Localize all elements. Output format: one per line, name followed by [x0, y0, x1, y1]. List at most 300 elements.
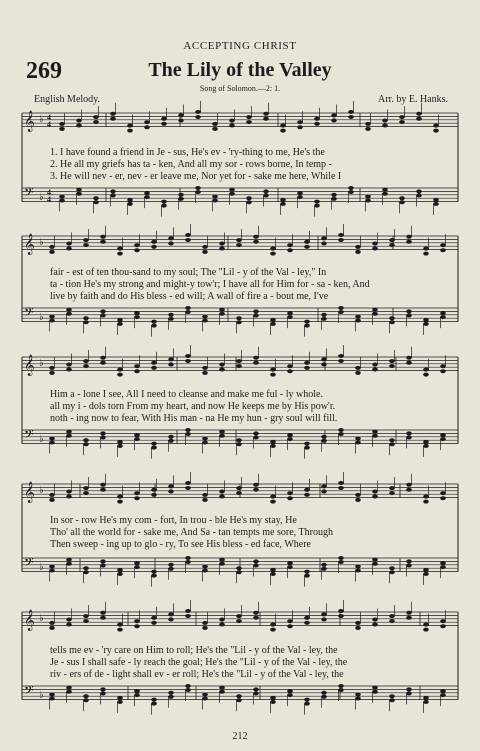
notehead	[100, 563, 106, 567]
notehead	[338, 556, 344, 560]
notehead	[372, 558, 378, 562]
notehead	[297, 125, 303, 129]
notehead	[321, 612, 327, 616]
notehead	[185, 306, 191, 310]
notehead	[202, 493, 208, 497]
notehead	[185, 354, 191, 358]
notehead	[440, 496, 446, 500]
bass-clef: 𝄢	[24, 185, 34, 203]
notehead	[321, 567, 327, 571]
notehead	[297, 195, 303, 199]
notehead	[195, 190, 201, 194]
notehead	[263, 193, 269, 197]
notehead	[338, 481, 344, 485]
notehead	[287, 561, 293, 565]
notehead	[263, 112, 269, 116]
notehead	[185, 432, 191, 436]
notehead	[66, 363, 72, 367]
notehead	[338, 684, 344, 688]
notehead	[253, 435, 259, 439]
notehead	[151, 574, 157, 578]
notehead	[236, 491, 242, 495]
notehead	[178, 118, 184, 122]
notehead	[372, 434, 378, 438]
notehead	[433, 124, 439, 128]
notehead	[168, 567, 174, 571]
notehead	[423, 500, 429, 504]
notehead	[161, 117, 167, 121]
notehead	[49, 437, 55, 441]
notehead	[440, 243, 446, 247]
notehead	[110, 189, 116, 193]
notehead	[304, 366, 310, 370]
notehead	[433, 202, 439, 206]
bass-clef: 𝄢	[24, 683, 34, 701]
notehead	[416, 112, 422, 116]
notehead	[49, 441, 55, 445]
section-heading: ACCEPTING CHRIST	[183, 40, 297, 52]
notehead	[49, 565, 55, 569]
notehead	[219, 308, 225, 312]
bass-clef: 𝄢	[24, 427, 34, 445]
notehead	[406, 691, 412, 695]
notehead	[406, 431, 412, 435]
notehead	[355, 621, 361, 625]
notehead	[49, 626, 55, 630]
notehead	[270, 318, 276, 322]
notehead	[49, 621, 55, 625]
notehead	[280, 198, 286, 202]
notehead	[185, 560, 191, 564]
notehead	[117, 568, 123, 572]
time-signature: 4	[47, 188, 51, 197]
notehead	[304, 324, 310, 328]
notehead	[151, 493, 157, 497]
notehead	[406, 361, 412, 365]
notehead	[100, 483, 106, 487]
notehead	[416, 189, 422, 193]
notehead	[365, 199, 371, 203]
notehead	[304, 240, 310, 244]
page-number: 212	[232, 731, 248, 742]
key-signature-flat: ♭	[39, 114, 44, 125]
notehead	[399, 200, 405, 204]
notehead	[49, 366, 55, 370]
notehead	[185, 481, 191, 485]
notehead	[287, 624, 293, 628]
notehead	[83, 359, 89, 363]
notehead	[83, 698, 89, 702]
treble-clef: 𝄞	[24, 234, 35, 255]
notehead	[83, 619, 89, 623]
key-signature-flat: ♭	[39, 690, 44, 701]
notehead	[134, 437, 140, 441]
notehead	[100, 616, 106, 620]
notehead	[83, 238, 89, 242]
notehead	[117, 318, 123, 322]
notehead	[423, 440, 429, 444]
notehead	[253, 687, 259, 691]
notehead	[76, 119, 82, 123]
notehead	[212, 195, 218, 199]
notehead	[117, 252, 123, 256]
notehead	[304, 493, 310, 497]
lyric-line: 1. I have found a friend in Je - sus, He's ev - 'ry-thing to me, He's the	[50, 147, 325, 158]
notehead	[355, 569, 361, 573]
notehead	[440, 689, 446, 693]
notehead	[144, 120, 150, 124]
notehead	[236, 364, 242, 368]
notehead	[287, 496, 293, 500]
notehead	[423, 318, 429, 322]
notehead	[246, 196, 252, 200]
notehead	[372, 430, 378, 434]
notehead	[49, 250, 55, 254]
key-signature-flat: ♭	[39, 613, 44, 624]
notehead	[270, 572, 276, 576]
notehead	[355, 319, 361, 323]
notehead	[440, 619, 446, 623]
lyric-line: all my i - dols torn From my heart, and now He keeps me by His pow'r.	[50, 401, 336, 412]
notehead	[117, 572, 123, 576]
notehead	[280, 124, 286, 128]
notehead	[134, 689, 140, 693]
notehead	[314, 122, 320, 126]
notehead	[270, 373, 276, 377]
notehead	[202, 626, 208, 630]
notehead	[100, 431, 106, 435]
notehead	[423, 247, 429, 251]
treble-clef: 𝄞	[24, 610, 35, 631]
notehead	[423, 696, 429, 700]
notehead	[151, 698, 157, 702]
notehead	[134, 565, 140, 569]
notehead	[236, 570, 242, 574]
key-signature-flat: ♭	[39, 358, 44, 369]
notehead	[440, 311, 446, 315]
notehead	[134, 364, 140, 368]
notehead	[399, 115, 405, 119]
notehead	[178, 193, 184, 197]
key-signature-flat: ♭	[39, 192, 44, 203]
notehead	[348, 110, 354, 114]
notehead	[236, 619, 242, 623]
lyric-line: Tho' all the world for - sake me, And Sa - tan tempts me sore, Through	[50, 527, 333, 538]
notehead	[270, 368, 276, 372]
notehead	[263, 117, 269, 121]
notehead	[59, 199, 65, 203]
notehead	[185, 428, 191, 432]
bass-clef: 𝄢	[24, 305, 34, 323]
notehead	[93, 196, 99, 200]
notehead	[59, 122, 65, 126]
notehead	[151, 366, 157, 370]
notehead	[195, 115, 201, 119]
notehead	[382, 119, 388, 123]
notehead	[202, 371, 208, 375]
notehead	[338, 614, 344, 618]
tune-source: English Melody.	[34, 94, 101, 105]
notehead	[185, 556, 191, 560]
notehead	[202, 245, 208, 249]
notehead	[144, 191, 150, 195]
notehead	[168, 489, 174, 493]
notehead	[195, 186, 201, 190]
notehead	[338, 354, 344, 358]
notehead	[297, 120, 303, 124]
notehead	[168, 617, 174, 621]
notehead	[321, 362, 327, 366]
notehead	[304, 320, 310, 324]
lyric-line: ta - tion He's my strong and might-y tow'r; I have all for Him for - sa - ken, And	[50, 279, 370, 290]
notehead	[202, 366, 208, 370]
notehead	[372, 242, 378, 246]
notehead	[355, 565, 361, 569]
notehead	[321, 439, 327, 443]
notehead	[229, 188, 235, 192]
notehead	[270, 628, 276, 632]
notehead	[287, 693, 293, 697]
notehead	[66, 690, 72, 694]
notehead	[338, 233, 344, 237]
notehead	[219, 247, 225, 251]
lyric-line: Him a - lone I see, All I need to cleanse and make me ful - ly whole.	[50, 389, 323, 400]
notehead	[287, 433, 293, 437]
notehead	[270, 568, 276, 572]
treble-clef: 𝄞	[24, 111, 35, 132]
notehead	[49, 693, 55, 697]
notehead	[355, 626, 361, 630]
notehead	[406, 611, 412, 615]
notehead	[287, 248, 293, 252]
lyric-line: Then sweep - ing up to glo - ry, To see His bless - ed face, Where	[50, 539, 311, 550]
notehead	[253, 431, 259, 435]
notehead	[219, 690, 225, 694]
notehead	[355, 498, 361, 502]
notehead	[83, 694, 89, 698]
notehead	[246, 115, 252, 119]
notehead	[365, 195, 371, 199]
notehead	[423, 568, 429, 572]
notehead	[202, 498, 208, 502]
notehead	[202, 437, 208, 441]
notehead	[372, 490, 378, 494]
notehead	[270, 696, 276, 700]
notehead	[168, 484, 174, 488]
notehead	[389, 243, 395, 247]
notehead	[49, 245, 55, 249]
notehead	[151, 361, 157, 365]
notehead	[321, 695, 327, 699]
notehead	[314, 117, 320, 121]
notehead	[406, 435, 412, 439]
notehead	[151, 702, 157, 706]
notehead	[253, 488, 259, 492]
notehead	[117, 373, 123, 377]
notehead	[406, 309, 412, 313]
notehead	[406, 616, 412, 620]
notehead	[236, 238, 242, 242]
notehead	[389, 491, 395, 495]
notehead	[253, 361, 259, 365]
notehead	[287, 491, 293, 495]
notehead	[389, 238, 395, 242]
notehead	[100, 240, 106, 244]
notehead	[423, 252, 429, 256]
notehead	[83, 243, 89, 247]
notehead	[287, 311, 293, 315]
notehead	[389, 566, 395, 570]
notehead	[93, 115, 99, 119]
notehead	[49, 569, 55, 573]
notehead	[253, 309, 259, 313]
notehead	[219, 430, 225, 434]
treble-clef: 𝄞	[24, 482, 35, 503]
key-signature-flat: ♭	[39, 562, 44, 573]
notehead	[253, 356, 259, 360]
notehead	[253, 616, 259, 620]
notehead	[406, 483, 412, 487]
notehead	[219, 434, 225, 438]
notehead	[66, 562, 72, 566]
notehead	[423, 373, 429, 377]
notehead	[236, 442, 242, 446]
notehead	[66, 623, 72, 627]
notehead	[168, 317, 174, 321]
notehead	[406, 356, 412, 360]
notehead	[151, 570, 157, 574]
notehead	[423, 700, 429, 704]
notehead	[117, 440, 123, 444]
notehead	[382, 124, 388, 128]
notehead	[355, 441, 361, 445]
notehead	[270, 322, 276, 326]
notehead	[151, 324, 157, 328]
notehead	[117, 247, 123, 251]
notehead	[338, 306, 344, 310]
notehead	[372, 312, 378, 316]
notehead	[253, 235, 259, 239]
notehead	[304, 616, 310, 620]
notehead	[331, 113, 337, 117]
notehead	[270, 444, 276, 448]
notehead	[100, 235, 106, 239]
notehead	[202, 569, 208, 573]
notehead	[168, 691, 174, 695]
notehead	[253, 240, 259, 244]
notehead	[83, 491, 89, 495]
notehead	[83, 442, 89, 446]
notehead	[389, 570, 395, 574]
key-signature-flat: ♭	[39, 237, 44, 248]
notehead	[202, 693, 208, 697]
notehead	[100, 611, 106, 615]
notehead	[212, 199, 218, 203]
notehead	[287, 243, 293, 247]
notehead	[83, 570, 89, 574]
notehead	[161, 204, 167, 208]
notehead	[338, 688, 344, 692]
notehead	[161, 122, 167, 126]
notehead	[185, 684, 191, 688]
notehead	[389, 320, 395, 324]
lyric-line: noth - ing now to fear, With His man - na He my hun - gry soul will fill.	[50, 413, 338, 424]
notehead	[304, 446, 310, 450]
notehead	[389, 486, 395, 490]
notehead	[134, 491, 140, 495]
notehead	[66, 434, 72, 438]
notehead	[100, 356, 106, 360]
notehead	[440, 437, 446, 441]
notehead	[314, 204, 320, 208]
notehead	[270, 700, 276, 704]
notehead	[321, 691, 327, 695]
notehead	[406, 235, 412, 239]
notehead	[304, 702, 310, 706]
notehead	[236, 614, 242, 618]
lyric-line: live by faith and do His bless - ed will; A wall of fire a - bout me, I've	[50, 291, 329, 302]
notehead	[168, 313, 174, 317]
notehead	[202, 621, 208, 625]
notehead	[348, 186, 354, 190]
notehead	[151, 245, 157, 249]
notehead	[304, 621, 310, 625]
notehead	[49, 371, 55, 375]
notehead	[389, 698, 395, 702]
notehead	[202, 250, 208, 254]
notehead	[151, 320, 157, 324]
key-signature-flat: ♭	[39, 312, 44, 323]
notehead	[355, 366, 361, 370]
notehead	[236, 320, 242, 324]
notehead	[389, 438, 395, 442]
notehead	[117, 495, 123, 499]
notehead	[287, 364, 293, 368]
notehead	[66, 308, 72, 312]
notehead	[236, 316, 242, 320]
notehead	[219, 363, 225, 367]
notehead	[127, 202, 133, 206]
notehead	[423, 495, 429, 499]
bass-clef: 𝄢	[24, 555, 34, 573]
notehead	[440, 491, 446, 495]
notehead	[287, 437, 293, 441]
notehead	[117, 500, 123, 504]
notehead	[134, 369, 140, 373]
notehead	[117, 322, 123, 326]
notehead	[219, 686, 225, 690]
notehead	[372, 368, 378, 372]
lyric-line: In sor - row He's my com - fort, In trou - ble He's my stay, He	[50, 515, 297, 526]
notehead	[304, 698, 310, 702]
notehead	[185, 238, 191, 242]
notehead	[219, 368, 225, 372]
notehead	[321, 236, 327, 240]
notehead	[185, 486, 191, 490]
notehead	[263, 189, 269, 193]
notehead	[355, 697, 361, 701]
scripture-reference: Song of Solomon.—2: 1.	[199, 84, 281, 93]
notehead	[236, 698, 242, 702]
notehead	[440, 693, 446, 697]
notehead	[433, 198, 439, 202]
notehead	[49, 697, 55, 701]
notehead	[389, 316, 395, 320]
notehead	[134, 693, 140, 697]
notehead	[100, 559, 106, 563]
notehead	[100, 309, 106, 313]
notehead	[66, 490, 72, 494]
